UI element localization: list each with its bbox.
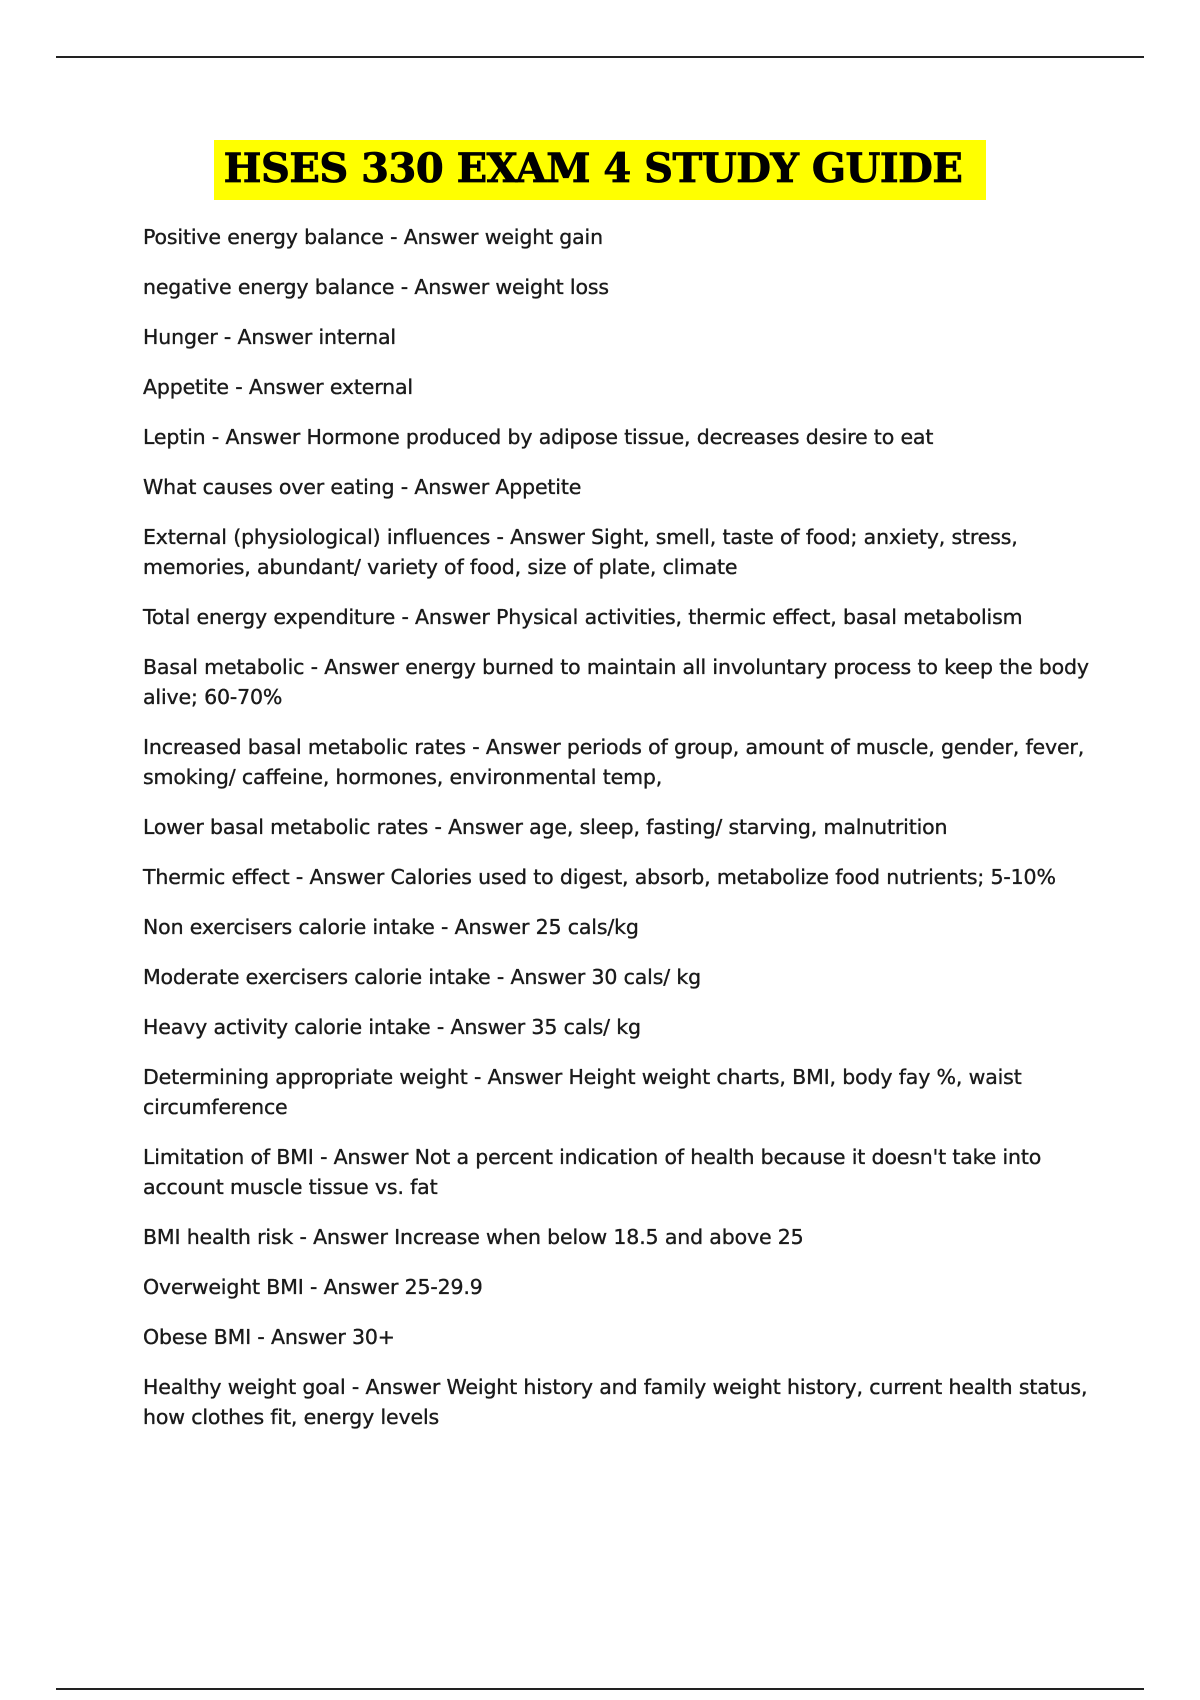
study-item [143, 222, 1093, 252]
study-item-term: negative energy balance [143, 275, 395, 299]
study-item [143, 652, 1093, 712]
study-item-separator: - Answer [467, 1065, 569, 1089]
study-item-term: Total energy expenditure [143, 605, 396, 629]
study-item-separator: - Answer [289, 865, 391, 889]
study-item [143, 812, 1093, 842]
study-item-answer: 35 cals/ kg [531, 1015, 641, 1039]
study-item-answer: Appetite [495, 475, 582, 499]
study-item-term: What causes over eating [143, 475, 395, 499]
study-item [143, 732, 1093, 792]
study-item-term: External (physiological) influences [143, 525, 491, 549]
study-item-answer: 30 cals/ kg [591, 965, 701, 989]
study-item [143, 1062, 1093, 1122]
study-item-term: Leptin [143, 425, 206, 449]
study-item [143, 962, 1093, 992]
study-item-term: Determining appropriate weight [143, 1065, 468, 1089]
study-item-answer: internal [318, 325, 396, 349]
study-item-answer: energy burned to maintain all involuntary process to keep the body alive; 60-70% [143, 655, 1089, 709]
study-item-term: Overweight BMI [143, 1275, 304, 1299]
study-item-separator: - Answer [490, 965, 592, 989]
study-item-separator: - Answer [304, 655, 406, 679]
study-item-separator: - Answer [293, 1225, 395, 1249]
study-item-separator: - Answer [313, 1145, 415, 1169]
study-item [143, 1272, 1093, 1302]
study-item-answer: 30+ [351, 1325, 395, 1349]
study-item [143, 1372, 1093, 1432]
study-item [143, 1222, 1093, 1252]
study-item-separator: - Answer [205, 425, 307, 449]
study-item-answer: periods of group, amount of muscle, gender, fever, smoking/ caffeine, hormones, environmental temp, [143, 735, 1085, 789]
study-item-term: Lower basal metabolic rates [143, 815, 429, 839]
study-item-separator: - Answer [394, 275, 496, 299]
study-item-answer: Weight history and family weight history, current health status, how clothes fit, energy levels [143, 1375, 1088, 1429]
study-guide-list [143, 222, 1093, 1452]
study-item-separator: - Answer [251, 1325, 352, 1349]
study-item-answer: Not a percent indication of health because it doesn't take into account muscle tissue vs. fat [143, 1145, 1042, 1199]
study-item-separator: - Answer [428, 815, 530, 839]
study-item-term: Positive energy balance [143, 225, 384, 249]
study-item-term: Limitation of BMI [143, 1145, 314, 1169]
study-item-answer: Sight, smell, taste of food; anxiety, stress, memories, abundant/ variety of food, size of plate, climate [143, 525, 1018, 579]
study-item-separator: - Answer [395, 605, 497, 629]
study-item-term: Increased basal metabolic rates [143, 735, 466, 759]
study-item-separator: - Answer [228, 375, 330, 399]
study-item-answer: Height weight charts, BMI, body fay %, waist circumference [143, 1065, 1022, 1119]
study-item-term: Moderate exercisers calorie intake [143, 965, 491, 989]
study-item [143, 602, 1093, 632]
study-item-separator: - Answer [383, 225, 485, 249]
study-item-answer: Calories used to digest, absorb, metabolize food nutrients; 5-10% [390, 865, 1056, 889]
study-item-term: Heavy activity calorie intake [143, 1015, 431, 1039]
study-item [143, 522, 1093, 582]
study-item-answer: 25-29.9 [404, 1275, 483, 1299]
study-item [143, 422, 1093, 452]
study-item-term: Appetite [143, 375, 229, 399]
study-item-separator: - Answer [465, 735, 567, 759]
study-item [143, 862, 1093, 892]
study-item-answer: Physical activities, thermic effect, basal metabolism [496, 605, 1023, 629]
study-item [143, 472, 1093, 502]
study-item-term: Non exercisers calorie intake [143, 915, 435, 939]
study-item-answer: Increase when below 18.5 and above 25 [394, 1225, 804, 1249]
study-item [143, 372, 1093, 402]
study-item-separator: - Answer [303, 1275, 405, 1299]
study-item-term: Basal metabolic [143, 655, 305, 679]
study-item-separator: - Answer [490, 525, 592, 549]
top-rule [56, 56, 1144, 58]
study-item-answer: weight loss [495, 275, 609, 299]
document-title: HSES 330 EXAM 4 STUDY GUIDE [214, 140, 987, 200]
study-item-answer: age, sleep, fasting/ starving, malnutrition [529, 815, 948, 839]
study-item-term: BMI health risk [143, 1225, 294, 1249]
study-item-answer: weight gain [484, 225, 603, 249]
study-item [143, 322, 1093, 352]
study-item-separator: - Answer [434, 915, 536, 939]
study-item-separator: - Answer [345, 1375, 447, 1399]
study-item-answer: 25 cals/kg [535, 915, 639, 939]
study-item [143, 1012, 1093, 1042]
study-item-term: Healthy weight goal [143, 1375, 346, 1399]
study-item-separator: - Answer [217, 325, 319, 349]
study-item-term: Thermic effect [143, 865, 290, 889]
study-item-separator: - Answer [430, 1015, 532, 1039]
study-item-answer: external [329, 375, 413, 399]
title-container [0, 140, 1200, 200]
study-item-separator: - Answer [394, 475, 496, 499]
bottom-rule [56, 1688, 1144, 1690]
study-item [143, 272, 1093, 302]
study-item [143, 1142, 1093, 1202]
study-item [143, 912, 1093, 942]
study-item-term: Obese BMI [143, 1325, 252, 1349]
study-item-answer: Hormone produced by adipose tissue, decreases desire to eat [306, 425, 934, 449]
study-item [143, 1322, 1093, 1352]
study-item-term: Hunger [143, 325, 218, 349]
